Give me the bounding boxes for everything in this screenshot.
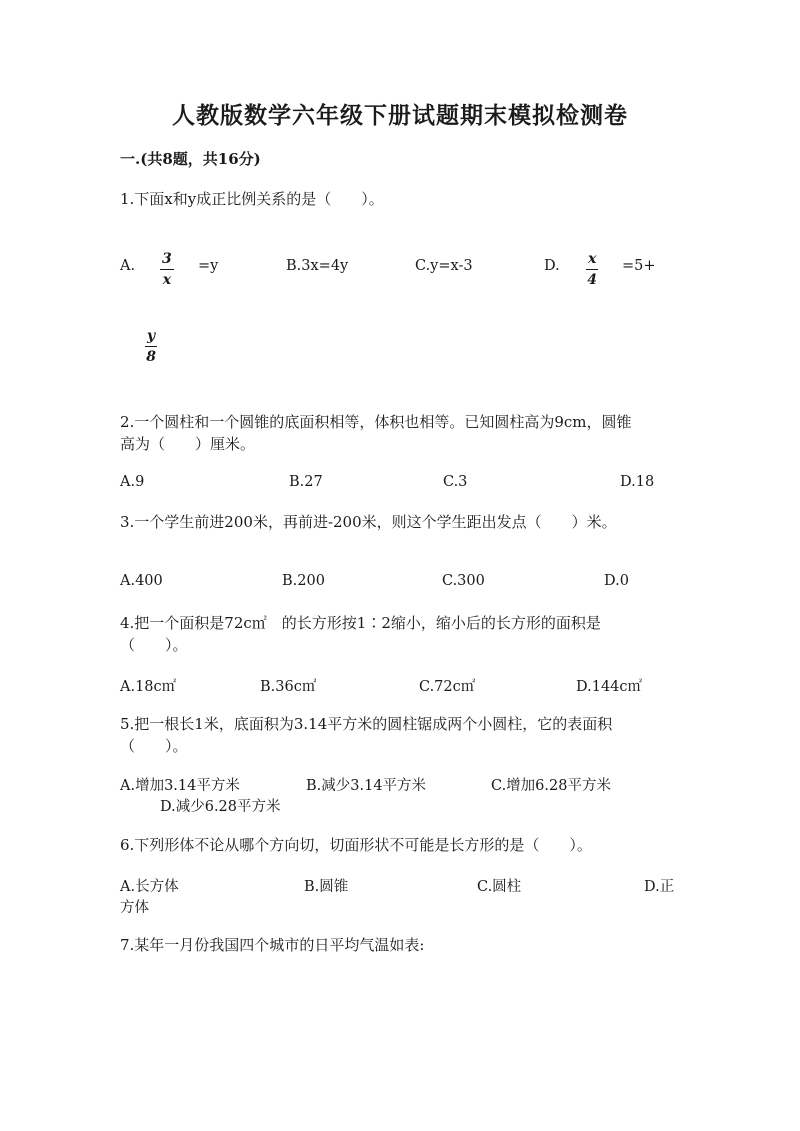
question-6-stem: 6.下列形体不论从哪个方向切，切面形状不可能是长方形的是（ ）。 xyxy=(120,836,592,854)
question-2-stem-line-2: 高为（ ）厘米。 xyxy=(120,435,256,453)
question-6-option-d: D.正 xyxy=(644,879,675,895)
question-6-option-d-continuation: 方体 xyxy=(120,900,149,916)
question-2-option-b: B.27 xyxy=(289,474,323,490)
question-4-stem-line-1: 4.把一个面积是72c㎡ 的长方形按1∶2缩小，缩小后的长方形的面积是 xyxy=(120,614,601,632)
question-1-option-d-fraction xyxy=(586,252,598,287)
question-4-option-d: D.144c㎡ xyxy=(576,679,643,695)
fraction-numerator: x xyxy=(586,252,598,270)
question-2-option-c: C.3 xyxy=(443,474,468,490)
question-2-stem-line-1: 2.一个圆柱和一个圆锥的底面积相等，体积也相等。已知圆柱高为9cm，圆锥 xyxy=(120,413,632,431)
question-3-stem: 3.一个学生前进200米，再前进-200米，则这个学生距出发点（ ）米。 xyxy=(120,513,617,531)
question-7-stem: 7.某年一月份我国四个城市的日平均气温如表: xyxy=(120,936,425,954)
question-4-stem-line-2: （ ）。 xyxy=(120,636,188,654)
question-5-option-a: A.增加3.14平方米 xyxy=(120,778,240,794)
section-heading: 一.(共8题，共16分) xyxy=(120,150,261,168)
question-5-stem-line-1: 5.把一根长1米，底面积为3.14平方米的圆柱锯成两个小圆柱，它的表面积 xyxy=(120,715,613,733)
question-6-option-b: B.圆锥 xyxy=(304,879,349,895)
fraction-numerator: 3 xyxy=(160,252,174,270)
question-1-option-a-label: A. xyxy=(120,258,136,274)
question-3-option-b: B.200 xyxy=(282,573,325,589)
question-4-option-b: B.36c㎡ xyxy=(260,679,317,695)
question-1-option-a-rest: =y xyxy=(198,258,219,274)
question-3-option-d: D.0 xyxy=(604,573,629,589)
question-4-option-a: A.18c㎡ xyxy=(120,679,177,695)
question-2-option-a: A.9 xyxy=(120,474,145,490)
question-1-option-a-fraction xyxy=(160,252,174,287)
question-1-option-d-rest: =5+ xyxy=(622,258,656,274)
question-1-option-b: B.3x=4y xyxy=(286,258,349,274)
fraction-denominator: 8 xyxy=(146,349,156,365)
question-3-option-a: A.400 xyxy=(120,573,163,589)
page-title: 人教版数学六年级下册试题期末模拟检测卷 xyxy=(172,102,628,129)
question-5-option-d: D.减少6.28平方米 xyxy=(160,799,281,815)
question-1-option-c: C.y=x-3 xyxy=(415,258,473,274)
question-1-option-d-label: D. xyxy=(544,258,560,274)
fraction-denominator: x xyxy=(162,272,172,288)
question-1-option-d-fraction-2 xyxy=(145,329,157,364)
question-6-option-c: C.圆柱 xyxy=(477,879,522,895)
fraction-numerator: y xyxy=(145,329,157,347)
question-3-option-c: C.300 xyxy=(442,573,485,589)
question-6-option-a: A.长方体 xyxy=(120,879,179,895)
question-5-option-c: C.增加6.28平方米 xyxy=(491,778,611,794)
question-5-option-b: B.减少3.14平方米 xyxy=(306,778,427,794)
question-2-option-d: D.18 xyxy=(620,474,655,490)
question-4-option-c: C.72c㎡ xyxy=(419,679,476,695)
question-1-stem: 1.下面x和y成正比例关系的是（ ）。 xyxy=(120,190,384,208)
question-5-stem-line-2: （ ）。 xyxy=(120,737,188,755)
fraction-denominator: 4 xyxy=(587,272,598,288)
